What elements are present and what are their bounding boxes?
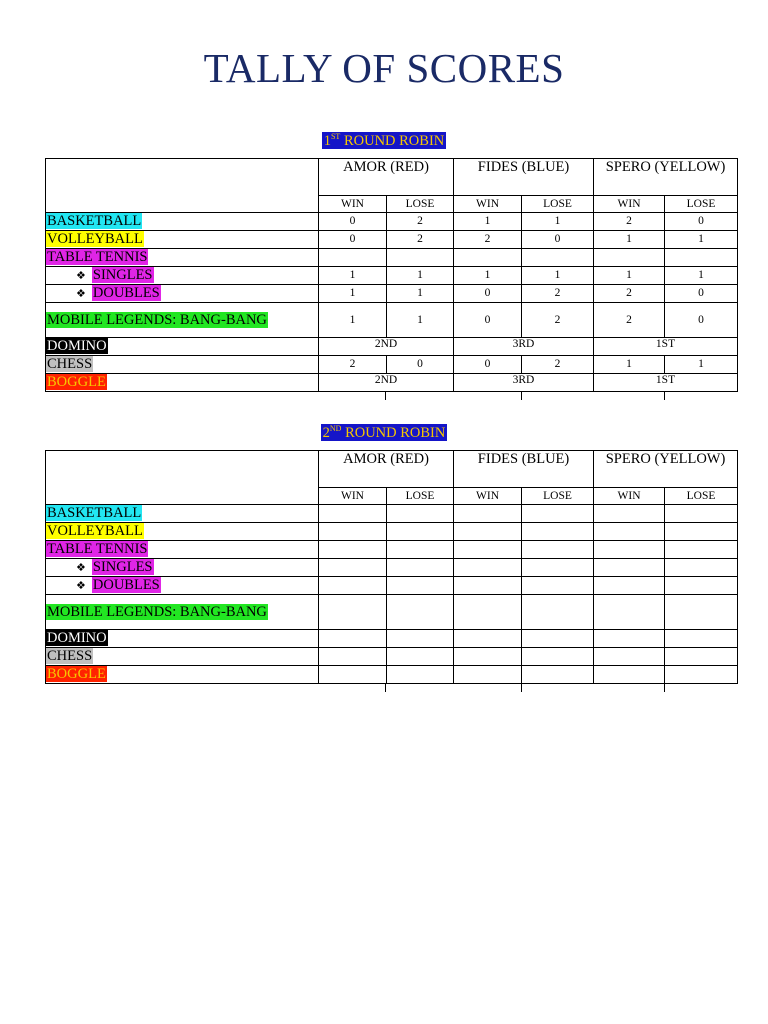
empty-cell [665, 541, 738, 559]
score-cell: 2 [522, 303, 594, 338]
score-cell: 0 [522, 231, 594, 249]
empty-cell [594, 577, 665, 595]
event-table-tennis: TABLE TENNIS [47, 249, 148, 265]
score-cell: 2 [594, 303, 665, 338]
empty-cell [665, 666, 738, 684]
event-label [46, 523, 319, 541]
event-label [46, 285, 319, 303]
empty-cell [522, 249, 594, 267]
empty-cell [454, 666, 522, 684]
win-header: WIN [319, 196, 387, 213]
event-singles: SINGLES [92, 559, 153, 575]
score-cell: 2 [594, 285, 665, 303]
round1-table [45, 158, 738, 392]
empty-cell [454, 505, 522, 523]
round1-row-domino [46, 338, 738, 356]
table-tick-mark [664, 391, 665, 400]
score-cell: 1 [522, 213, 594, 231]
empty-cell [594, 559, 665, 577]
score-cell: 1 [319, 303, 387, 338]
empty-cell [665, 630, 738, 648]
empty-cell [454, 595, 522, 630]
team-spero-header: SPERO (YELLOW) [594, 159, 738, 196]
round1-row-table-tennis [46, 249, 738, 267]
empty-cell [319, 648, 387, 666]
score-cell: 1 [387, 285, 454, 303]
score-cell: 1 [665, 231, 738, 249]
event-label [46, 231, 319, 249]
round2-row-domino [46, 630, 738, 648]
score-cell: 1 [454, 267, 522, 285]
event-label [46, 648, 319, 666]
round1-team-header-row [46, 159, 738, 196]
empty-cell [454, 249, 522, 267]
event-mobile-legends: MOBILE LEGENDS: BANG-BANG [47, 311, 267, 328]
round1-row-boggle [46, 374, 738, 392]
empty-cell [454, 523, 522, 541]
event-basketball: BASKETBALL [47, 213, 142, 229]
empty-cell [665, 559, 738, 577]
score-cell: 1 [594, 267, 665, 285]
score-cell: 2 [387, 231, 454, 249]
score-cell: 1 [319, 285, 387, 303]
empty-cell [319, 523, 387, 541]
placement-cell: 3RD [454, 338, 594, 356]
score-cell: 2 [387, 213, 454, 231]
score-cell: 0 [319, 231, 387, 249]
empty-cell [665, 577, 738, 595]
score-cell: 2 [594, 213, 665, 231]
empty-cell [665, 249, 738, 267]
event-mobile-legends: MOBILE LEGENDS: BANG-BANG [47, 603, 267, 620]
team-fides-header: FIDES (BLUE) [454, 451, 594, 488]
event-boggle: BOGGLE [47, 374, 106, 390]
round1-suffix: ST [330, 132, 341, 141]
event-label [46, 267, 319, 285]
event-boggle: BOGGLE [47, 666, 106, 682]
round2-row-singles [46, 559, 738, 577]
empty-cell [522, 523, 594, 541]
event-label [46, 338, 319, 356]
team-amor-header: AMOR (RED) [319, 451, 454, 488]
empty-cell [522, 630, 594, 648]
event-volleyball: VOLLEYBALL [47, 523, 143, 539]
empty-cell [594, 666, 665, 684]
score-cell: 0 [319, 213, 387, 231]
event-volleyball: VOLLEYBALL [47, 231, 143, 247]
score-cell: 0 [454, 356, 522, 374]
score-cell: 2 [319, 356, 387, 374]
empty-cell [594, 523, 665, 541]
event-label [46, 213, 319, 231]
empty-cell [594, 505, 665, 523]
empty-cell [387, 577, 454, 595]
score-cell: 1 [665, 356, 738, 374]
lose-header: LOSE [387, 488, 454, 505]
empty-cell [454, 577, 522, 595]
score-cell: 1 [387, 267, 454, 285]
event-label [46, 666, 319, 684]
table-tick-mark [385, 391, 386, 400]
round2-table [45, 450, 738, 684]
round2-corner-cell [46, 451, 319, 505]
empty-cell [594, 648, 665, 666]
empty-cell [387, 630, 454, 648]
empty-cell [454, 648, 522, 666]
empty-cell [594, 541, 665, 559]
event-basketball: BASKETBALL [47, 505, 142, 521]
round2-row-chess [46, 648, 738, 666]
event-chess: CHESS [47, 356, 93, 372]
round2-title: ROUND ROBIN [341, 425, 446, 441]
round2-row-doubles [46, 577, 738, 595]
empty-cell [319, 666, 387, 684]
score-cell: 0 [665, 213, 738, 231]
empty-cell [522, 505, 594, 523]
event-label [46, 630, 319, 648]
event-table-tennis: TABLE TENNIS [47, 541, 148, 557]
round2-row-volleyball [46, 523, 738, 541]
round2-row-basketball [46, 505, 738, 523]
empty-cell [387, 559, 454, 577]
table-tick-mark [385, 683, 386, 692]
event-label [46, 559, 319, 577]
score-cell: 1 [522, 267, 594, 285]
round1-row-singles [46, 267, 738, 285]
event-label [46, 595, 319, 630]
round1-title: ROUND ROBIN [340, 133, 445, 149]
empty-cell [319, 249, 387, 267]
round1-number: 1 [323, 133, 331, 149]
score-cell: 1 [387, 303, 454, 338]
round1-corner-cell [46, 159, 319, 213]
win-header: WIN [319, 488, 387, 505]
event-domino: DOMINO [47, 338, 107, 354]
empty-cell [454, 541, 522, 559]
round1-row-mobile-legends [46, 303, 738, 338]
empty-cell [319, 541, 387, 559]
empty-cell [522, 666, 594, 684]
placement-cell: 1ST [594, 374, 738, 392]
round1-heading [0, 128, 768, 150]
empty-cell [665, 523, 738, 541]
round2-team-header-row [46, 451, 738, 488]
empty-cell [522, 595, 594, 630]
placement-cell: 2ND [319, 338, 454, 356]
score-cell: 0 [454, 303, 522, 338]
empty-cell [319, 630, 387, 648]
empty-cell [665, 505, 738, 523]
score-cell: 1 [594, 356, 665, 374]
round1-row-doubles [46, 285, 738, 303]
event-chess: CHESS [47, 648, 93, 664]
win-header: WIN [594, 196, 665, 213]
diamond-bullet-icon: ❖ [76, 561, 86, 574]
table-tick-mark [521, 683, 522, 692]
team-fides-header: FIDES (BLUE) [454, 159, 594, 196]
placement-cell: 3RD [454, 374, 594, 392]
empty-cell [387, 541, 454, 559]
event-label [46, 505, 319, 523]
table-tick-mark [521, 391, 522, 400]
round2-row-mobile-legends [46, 595, 738, 630]
empty-cell [522, 577, 594, 595]
empty-cell [387, 595, 454, 630]
score-cell: 1 [594, 231, 665, 249]
empty-cell [387, 523, 454, 541]
score-cell: 2 [522, 285, 594, 303]
event-singles: SINGLES [92, 267, 153, 283]
empty-cell [319, 505, 387, 523]
round1-row-basketball [46, 213, 738, 231]
lose-header: LOSE [665, 488, 738, 505]
win-header: WIN [594, 488, 665, 505]
win-header: WIN [454, 488, 522, 505]
event-label [46, 356, 319, 374]
empty-cell [665, 595, 738, 630]
empty-cell [387, 249, 454, 267]
event-label [46, 249, 319, 267]
empty-cell [387, 648, 454, 666]
empty-cell [665, 648, 738, 666]
score-cell: 1 [319, 267, 387, 285]
event-label [46, 577, 319, 595]
score-cell: 0 [454, 285, 522, 303]
event-label [46, 303, 319, 338]
diamond-bullet-icon: ❖ [76, 269, 86, 282]
empty-cell [454, 630, 522, 648]
round1-row-chess [46, 356, 738, 374]
empty-cell [387, 505, 454, 523]
empty-cell [522, 648, 594, 666]
lose-header: LOSE [522, 488, 594, 505]
empty-cell [594, 249, 665, 267]
win-header: WIN [454, 196, 522, 213]
event-doubles: DOUBLES [92, 577, 160, 593]
round2-row-boggle [46, 666, 738, 684]
empty-cell [594, 595, 665, 630]
event-label [46, 374, 319, 392]
score-cell: 0 [387, 356, 454, 374]
empty-cell [522, 559, 594, 577]
document-title: TALLY OF SCORES [203, 45, 565, 91]
empty-cell [319, 577, 387, 595]
empty-cell [454, 559, 522, 577]
lose-header: LOSE [387, 196, 454, 213]
score-cell: 0 [665, 303, 738, 338]
team-amor-header: AMOR (RED) [319, 159, 454, 196]
team-spero-header: SPERO (YELLOW) [594, 451, 738, 488]
event-doubles: DOUBLES [92, 285, 160, 301]
event-domino: DOMINO [47, 630, 107, 646]
score-cell: 0 [665, 285, 738, 303]
lose-header: LOSE [522, 196, 594, 213]
empty-cell [387, 666, 454, 684]
score-cell: 1 [454, 213, 522, 231]
score-cell: 2 [522, 356, 594, 374]
placement-cell: 2ND [319, 374, 454, 392]
round2-row-table-tennis [46, 541, 738, 559]
diamond-bullet-icon: ❖ [76, 287, 86, 300]
round1-heading-text [322, 132, 447, 149]
round2-heading-text [321, 424, 448, 441]
empty-cell [319, 595, 387, 630]
empty-cell [594, 630, 665, 648]
round2-suffix: ND [329, 424, 342, 433]
empty-cell [319, 559, 387, 577]
score-cell: 2 [454, 231, 522, 249]
round2-heading [0, 420, 768, 442]
table-tick-mark [664, 683, 665, 692]
lose-header: LOSE [665, 196, 738, 213]
score-cell: 1 [665, 267, 738, 285]
round1-row-volleyball [46, 231, 738, 249]
round2-number: 2 [322, 425, 330, 441]
empty-cell [522, 541, 594, 559]
diamond-bullet-icon: ❖ [76, 579, 86, 592]
event-label [46, 541, 319, 559]
placement-cell: 1ST [594, 338, 738, 356]
